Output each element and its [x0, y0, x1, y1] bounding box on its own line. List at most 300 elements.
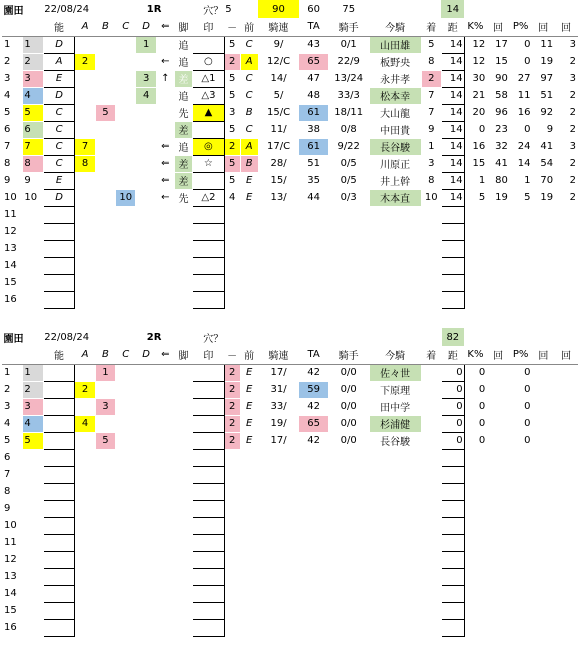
- cell: [258, 619, 299, 636]
- cell: 38: [299, 121, 328, 138]
- cell: [509, 223, 532, 240]
- cell: [116, 534, 136, 551]
- cell: [464, 483, 487, 500]
- cell: [421, 585, 441, 602]
- cell: 14: [441, 121, 464, 138]
- cell: 61: [299, 138, 328, 155]
- cell: [421, 568, 441, 585]
- cell: 13/24: [328, 70, 369, 87]
- cell: [442, 585, 465, 602]
- cell: [240, 534, 258, 551]
- cell: [43, 568, 75, 585]
- cell: [421, 381, 441, 398]
- cell: 4: [3, 415, 23, 432]
- cell: [116, 257, 136, 274]
- cell: [95, 619, 115, 636]
- cell: [75, 602, 95, 619]
- cell: ◎: [193, 138, 225, 155]
- cell: [23, 257, 43, 274]
- cell: [193, 240, 225, 257]
- cell: [193, 466, 225, 483]
- cell: [136, 206, 156, 223]
- cell: C: [43, 155, 75, 172]
- cell: [23, 551, 43, 568]
- cell: 0: [509, 121, 532, 138]
- cell: 9: [3, 500, 23, 517]
- cell: [240, 291, 258, 308]
- cell: [240, 585, 258, 602]
- cell: [532, 432, 555, 449]
- cell: [95, 585, 115, 602]
- cell: [299, 551, 328, 568]
- cell: 差: [174, 121, 192, 138]
- cell: 差: [174, 172, 192, 189]
- table-row: [3, 432, 578, 449]
- cell: 10: [3, 189, 23, 206]
- cell: [43, 517, 75, 534]
- cell: 0: [464, 415, 487, 432]
- cell: 1: [95, 364, 115, 381]
- cell: [136, 415, 156, 432]
- cell: 9: [421, 121, 441, 138]
- cell: 12: [3, 551, 23, 568]
- cell: 92: [532, 104, 555, 121]
- cell: [136, 619, 156, 636]
- cell: 14: [441, 104, 464, 121]
- cell: C: [240, 121, 258, 138]
- cell: [487, 517, 510, 534]
- cell: B: [240, 104, 258, 121]
- cell: [156, 602, 174, 619]
- cell: [95, 602, 115, 619]
- cell: [299, 568, 328, 585]
- cell: [369, 274, 421, 291]
- cell: [328, 517, 369, 534]
- cell: [532, 534, 555, 551]
- cell: [369, 206, 421, 223]
- col-header: 印: [193, 18, 225, 36]
- cell: 11: [532, 36, 555, 53]
- cell: 2: [23, 381, 43, 398]
- cell: [23, 206, 43, 223]
- cell: 31/: [258, 381, 299, 398]
- cell: 14: [441, 87, 464, 104]
- cell: [156, 121, 174, 138]
- cell: [258, 500, 299, 517]
- cell: 7: [23, 138, 43, 155]
- score-2: 60: [307, 3, 320, 15]
- cell: [299, 206, 328, 223]
- cell: [193, 415, 225, 432]
- cell: 追: [174, 36, 192, 53]
- cell: ⇐: [156, 172, 174, 189]
- cell: [555, 568, 578, 585]
- cell: 5: [23, 104, 43, 121]
- cell: [43, 602, 75, 619]
- cell: [464, 466, 487, 483]
- cell: [174, 568, 192, 585]
- race-table-1r: [2, 0, 578, 309]
- cell: [43, 223, 75, 240]
- cell: [95, 223, 115, 240]
- cell: [258, 602, 299, 619]
- cell: [95, 415, 115, 432]
- cell: 7: [421, 87, 441, 104]
- cell: [75, 257, 95, 274]
- table-row: [3, 415, 578, 432]
- cell: 1: [464, 172, 487, 189]
- cell: 0/3: [328, 189, 369, 206]
- cell: ↑: [156, 70, 174, 87]
- cell: 0: [464, 432, 487, 449]
- cell: 0/5: [328, 172, 369, 189]
- cell: [464, 568, 487, 585]
- cell: [116, 619, 136, 636]
- cell: 19: [532, 189, 555, 206]
- cell: [23, 466, 43, 483]
- cell: [299, 223, 328, 240]
- cell: [224, 602, 240, 619]
- cell: 2: [555, 104, 578, 121]
- cell: [509, 240, 532, 257]
- table-row: [3, 36, 578, 53]
- cell: [174, 517, 192, 534]
- cell: 3: [224, 104, 240, 121]
- cell: [299, 534, 328, 551]
- cell: 10: [116, 189, 136, 206]
- cell: 0: [509, 364, 532, 381]
- cell: [240, 206, 258, 223]
- col-header: 着: [421, 346, 441, 364]
- table-row: [3, 206, 578, 223]
- score-3: 75: [342, 3, 356, 15]
- cell: [421, 466, 441, 483]
- cell: 20: [464, 104, 487, 121]
- cell: [136, 381, 156, 398]
- cell: [442, 449, 465, 466]
- cell: [43, 415, 75, 432]
- cell: [487, 415, 510, 432]
- cell: [299, 619, 328, 636]
- cell: [258, 517, 299, 534]
- cell: [224, 206, 240, 223]
- cell: 0/1: [328, 36, 369, 53]
- cell: [532, 240, 555, 257]
- table-row: [3, 257, 578, 274]
- cell: [509, 568, 532, 585]
- cell: 16: [3, 291, 23, 308]
- cell: [509, 551, 532, 568]
- cell: [136, 585, 156, 602]
- cell: 2: [224, 432, 240, 449]
- cell: [509, 483, 532, 500]
- col-header: C: [116, 346, 136, 364]
- cell: 1: [509, 172, 532, 189]
- cell: [421, 274, 441, 291]
- cell: 5/: [258, 87, 299, 104]
- cell: [174, 364, 192, 381]
- cell: [174, 500, 192, 517]
- cell: [23, 500, 43, 517]
- cell: [555, 432, 578, 449]
- table-row: [3, 172, 578, 189]
- table-row: [3, 291, 578, 308]
- cell: [75, 585, 95, 602]
- cell: 先: [174, 104, 192, 121]
- race-date: 22/08/24: [44, 3, 90, 15]
- table-row: [3, 534, 578, 551]
- cell: 65: [299, 415, 328, 432]
- cell: [224, 240, 240, 257]
- cell: [555, 517, 578, 534]
- cell: [116, 398, 136, 415]
- cell: [174, 602, 192, 619]
- col-header: 前: [240, 18, 258, 36]
- cell: [328, 602, 369, 619]
- cell: C: [43, 104, 75, 121]
- cell: [532, 206, 555, 223]
- cell: [136, 53, 156, 70]
- cell: [193, 36, 225, 53]
- cell: 0/8: [328, 121, 369, 138]
- cell: [116, 364, 136, 381]
- cell: [464, 585, 487, 602]
- cell: 0/0: [328, 364, 369, 381]
- cell: 41: [532, 138, 555, 155]
- cell: 0: [509, 53, 532, 70]
- cell: [464, 257, 487, 274]
- cell: [43, 534, 75, 551]
- cell: 42: [299, 364, 328, 381]
- cell: C: [240, 70, 258, 87]
- cell: 43: [299, 36, 328, 53]
- cell: [487, 223, 510, 240]
- cell: 8: [23, 155, 43, 172]
- cell: 3: [555, 138, 578, 155]
- cell: [136, 483, 156, 500]
- col-header: 回: [532, 18, 555, 36]
- cell: [23, 517, 43, 534]
- cell: [509, 257, 532, 274]
- cell: [441, 274, 464, 291]
- cell: E: [240, 364, 258, 381]
- cell: 4: [3, 87, 23, 104]
- cell: [240, 466, 258, 483]
- table-row: [3, 70, 578, 87]
- cell: [43, 449, 75, 466]
- cell: [464, 449, 487, 466]
- cell: [23, 223, 43, 240]
- cell: [75, 87, 95, 104]
- cell: [441, 257, 464, 274]
- cell: [174, 223, 192, 240]
- cell: [258, 551, 299, 568]
- cell: 17/: [258, 364, 299, 381]
- cell: [369, 291, 421, 308]
- cell: 15/C: [258, 104, 299, 121]
- cell: [43, 551, 75, 568]
- cell: 18/11: [328, 104, 369, 121]
- col-header: －: [224, 346, 240, 364]
- cell: [464, 517, 487, 534]
- cell: [23, 534, 43, 551]
- cell: [156, 500, 174, 517]
- cell: [442, 534, 465, 551]
- cell: [193, 381, 225, 398]
- cell: 2: [3, 53, 23, 70]
- cell: [258, 223, 299, 240]
- cell: 12: [464, 36, 487, 53]
- cell: [95, 240, 115, 257]
- cell: [464, 206, 487, 223]
- cell: [95, 551, 115, 568]
- cell: [442, 517, 465, 534]
- cell: [23, 483, 43, 500]
- cell: [224, 517, 240, 534]
- cell: [75, 534, 95, 551]
- cell: [299, 483, 328, 500]
- cell: [532, 500, 555, 517]
- cell: 0: [509, 398, 532, 415]
- cell: [224, 551, 240, 568]
- cell: [421, 551, 441, 568]
- cell: [136, 121, 156, 138]
- col-header: －: [224, 18, 240, 36]
- cell: 9: [23, 172, 43, 189]
- cell: [421, 398, 441, 415]
- cell: [116, 274, 136, 291]
- cell: 14: [509, 155, 532, 172]
- cell: 5: [224, 121, 240, 138]
- cell: [509, 619, 532, 636]
- cell: [328, 449, 369, 466]
- cell: 0/5: [328, 155, 369, 172]
- cell: [328, 223, 369, 240]
- cell: [421, 619, 441, 636]
- cell: 1: [23, 36, 43, 53]
- cell: 9/22: [328, 138, 369, 155]
- col-header: C: [116, 18, 136, 36]
- cell: [95, 36, 115, 53]
- cell: 14: [441, 53, 464, 70]
- cell: 0: [442, 398, 465, 415]
- cell: [43, 432, 75, 449]
- cell: [193, 619, 225, 636]
- cell: 4: [75, 415, 95, 432]
- cell: 14: [441, 138, 464, 155]
- cell: [156, 432, 174, 449]
- cell: [23, 449, 43, 466]
- cell: [240, 500, 258, 517]
- cell: E: [240, 432, 258, 449]
- cell: [136, 534, 156, 551]
- cell: [240, 602, 258, 619]
- cell: [442, 602, 465, 619]
- cell: 差: [174, 70, 192, 87]
- cell: 8: [3, 483, 23, 500]
- cell: [328, 466, 369, 483]
- cell: [95, 500, 115, 517]
- cell: A: [240, 53, 258, 70]
- cell: [156, 223, 174, 240]
- cell: 0: [464, 121, 487, 138]
- cell: 0: [509, 432, 532, 449]
- col-header: B: [95, 18, 115, 36]
- table-row: [3, 381, 578, 398]
- cell: [555, 206, 578, 223]
- cell: 16: [509, 104, 532, 121]
- cell: [509, 534, 532, 551]
- cell: [116, 138, 136, 155]
- cell: 6: [23, 121, 43, 138]
- cell: [487, 257, 510, 274]
- cell: 永井孝: [369, 70, 421, 87]
- cell: [328, 240, 369, 257]
- table-row: [3, 138, 578, 155]
- cell: 30: [464, 70, 487, 87]
- cell: 7: [75, 138, 95, 155]
- cell: 差: [174, 155, 192, 172]
- cell: [299, 500, 328, 517]
- cell: E: [240, 381, 258, 398]
- cell: 90: [487, 70, 510, 87]
- col-header: B: [95, 346, 115, 364]
- cell: [193, 364, 225, 381]
- cell: 松本幸: [369, 87, 421, 104]
- cell: 4: [136, 87, 156, 104]
- cell: 35: [299, 172, 328, 189]
- cell: E: [240, 172, 258, 189]
- cell: [156, 466, 174, 483]
- cell: [116, 551, 136, 568]
- cell: 山田雄: [369, 36, 421, 53]
- cell: [75, 449, 95, 466]
- cell: [421, 517, 441, 534]
- cell: 0: [509, 36, 532, 53]
- cell: C: [240, 36, 258, 53]
- cell: 0/0: [328, 398, 369, 415]
- cell: 15: [487, 53, 510, 70]
- col-header: 騎手: [328, 346, 369, 364]
- cell: [75, 466, 95, 483]
- cell: [509, 274, 532, 291]
- cell: 58: [487, 87, 510, 104]
- cell: [532, 291, 555, 308]
- cell: A: [240, 138, 258, 155]
- cell: 33/3: [328, 87, 369, 104]
- score-1: 90: [258, 0, 299, 18]
- cell: 杉浦健: [369, 415, 421, 432]
- cell: [299, 257, 328, 274]
- cell: [442, 483, 465, 500]
- cell: D: [43, 189, 75, 206]
- cell: [369, 534, 421, 551]
- cell: 24: [509, 138, 532, 155]
- cell: [509, 517, 532, 534]
- col-header: 回: [532, 346, 555, 364]
- cell: 11: [3, 206, 23, 223]
- cell: [95, 138, 115, 155]
- cell: [116, 585, 136, 602]
- cell: [43, 274, 75, 291]
- cell: △3: [193, 87, 225, 104]
- cell: 先: [174, 189, 192, 206]
- cell: 3: [95, 398, 115, 415]
- table-row: [3, 274, 578, 291]
- cell: [43, 364, 75, 381]
- cell: [328, 274, 369, 291]
- cell: [156, 36, 174, 53]
